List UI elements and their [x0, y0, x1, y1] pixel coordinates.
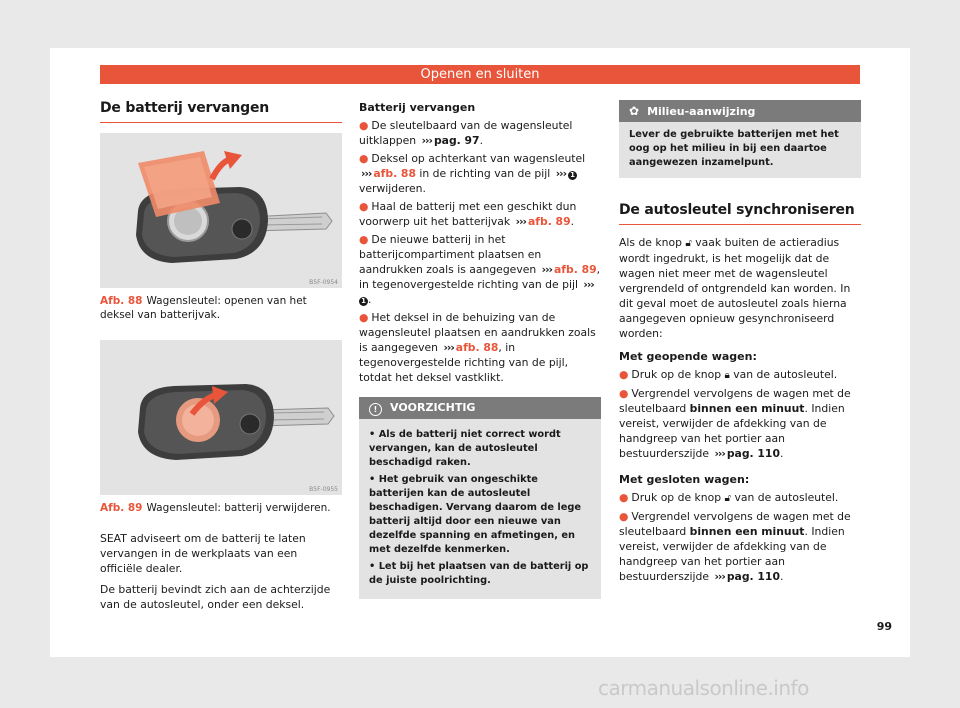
- figure-reference-link[interactable]: afb. 88: [373, 167, 416, 180]
- reference-arrows: ›››: [515, 215, 526, 228]
- bullet-period: .: [779, 447, 784, 460]
- reference-arrows: ›››: [421, 134, 432, 147]
- lock-icon: 🔒︎: [724, 370, 730, 381]
- reference-arrows: ›››: [443, 341, 454, 354]
- right-column: [619, 100, 861, 587]
- bullet-bold-text: binnen een minuut: [689, 402, 805, 415]
- warning-box: [359, 397, 601, 599]
- flower-icon: ✿: [629, 104, 640, 118]
- page-reference-link[interactable]: pag. 110: [726, 570, 780, 583]
- caption-text: Wagensleutel: openen van het deksel van batterijvak.: [100, 295, 307, 321]
- key-open-cover-illustration: [100, 133, 342, 288]
- warning-text: Het gebruik van ongeschikte batterijen kan de autosleutel beschadigen. Vervang daarom de lege batterij altijd door een nieuwe van dezelfde spanning en afmetingen, en met dezelfde kenmerken.: [369, 474, 582, 555]
- middle-column: [359, 100, 601, 599]
- site-watermark: carmanualsonline.info: [598, 676, 809, 700]
- bullet-text: . Indien vereist, verwijder de afdekking van de handgreep van het portier aan bestuurderszijde: [619, 525, 845, 583]
- paragraph: SEAT adviseert om de batterij te laten vervangen in de werkplaats van een officiële dealer.: [100, 532, 306, 575]
- bullet-bold-text: binnen een minuut: [689, 525, 805, 538]
- reference-arrows: ›››: [714, 447, 725, 460]
- list-item: [359, 199, 601, 229]
- page-reference-link[interactable]: pag. 110: [726, 447, 780, 460]
- list-item: [359, 151, 601, 196]
- bullet-text: Druk op de knop: [631, 491, 722, 504]
- section-title-sync: De autosleutel synchroniseren: [619, 202, 861, 225]
- bullet-dot: ●: [359, 119, 369, 132]
- warning-text: Als de batterij niet correct wordt vervangen, kan de autosleutel beschadigd raken.: [369, 429, 561, 468]
- reference-arrows: ›››: [714, 570, 725, 583]
- reference-arrows: ›››: [361, 167, 372, 180]
- bullet-text: in de richting van de pijl: [419, 167, 551, 180]
- bullet-text: Vergrendel vervolgens de wagen met de sleutelbaard: [619, 510, 851, 538]
- key-remove-battery-illustration: [100, 340, 342, 495]
- bullet-dot: ●: [619, 368, 629, 381]
- bullet-text: Het deksel in de behuizing van de wagensleutel plaatsen en aandrukken zoals is aangegeven: [359, 311, 596, 354]
- warning-item: [369, 473, 591, 557]
- bullet-text: . Indien vereist, verwijder de afdekking van de handgreep van het portier aan bestuurderszijde: [619, 402, 845, 460]
- page-reference-link[interactable]: pag. 97: [433, 134, 480, 147]
- bullet-dot: ●: [619, 387, 629, 400]
- bullet-text: Vergrendel vervolgens de wagen met de sleutelbaard: [619, 387, 851, 415]
- warning-title: VOORZICHTIG: [390, 401, 476, 414]
- warning-icon: !: [369, 403, 382, 416]
- subhead-closed-car: Met gesloten wagen:: [619, 473, 750, 486]
- paragraph-text: vaak buiten de actieradius wordt ingedrukt, is het mogelijk dat de wagen niet meer met de wagensleutel vergrendeld of ontgrendeld kan worden. In dit geval moet de autosleutel zoals hierna aangegeven opnieuw gesynchroniseerd worden:: [619, 236, 851, 340]
- warning-text: Let bij het plaatsen van de batterij op de juiste poolrichting.: [369, 561, 589, 586]
- figure-88: [100, 133, 342, 288]
- bullet-period: .: [570, 215, 575, 228]
- bullet-text: van de autosleutel.: [734, 491, 839, 504]
- bullet-text: van de autosleutel.: [733, 368, 838, 381]
- figure-reference-link[interactable]: afb. 89: [527, 215, 571, 228]
- figure-label: Afb. 88: [100, 295, 143, 307]
- bullet-period: .: [368, 293, 372, 306]
- bullet-text: , in tegenovergestelde richting van de pijl: [359, 263, 601, 291]
- left-column: [100, 100, 342, 612]
- environment-note-text: Lever de gebruikte batterijen met het oog op het milieu in bij een daartoe aangewezen inzamelpunt.: [629, 129, 839, 168]
- caption-text: Wagensleutel: batterij verwijderen.: [146, 502, 331, 514]
- bullet-text: Haal de batterij met een geschikt dun voorwerp uit het batterijvak: [359, 200, 577, 228]
- environment-note-box: [619, 100, 861, 178]
- bullet-text: De nieuwe batterij in het batterijcompartiment plaatsen en aandrukken zoals is aangegeven: [359, 233, 542, 276]
- figure-89: [100, 340, 342, 495]
- unlock-icon: 🔓︎: [685, 238, 692, 249]
- section-title-battery: De batterij vervangen: [100, 100, 342, 123]
- chapter-header: [100, 65, 860, 84]
- bullet-period: .: [779, 570, 784, 583]
- list-item: [359, 118, 601, 148]
- bullet-dot: ●: [619, 510, 629, 523]
- bullet-text: , in tegenovergestelde richting van de pijl, totdat het deksel vastklikt.: [359, 341, 569, 384]
- list-item: [619, 367, 861, 383]
- list-item: [619, 509, 861, 584]
- page-number: 99: [876, 620, 892, 633]
- environment-note-header: [619, 100, 861, 122]
- list-item: [359, 310, 601, 385]
- callout-number-1: 1: [359, 297, 368, 306]
- bullet-dot: ●: [619, 491, 629, 504]
- bullet-text: Druk op de knop: [631, 368, 722, 381]
- bullet-dot: •: [369, 429, 379, 440]
- paragraph-text: Als de knop: [619, 236, 682, 249]
- bullet-dot: ●: [359, 152, 369, 165]
- chapter-title: Openen en sluiten: [420, 67, 540, 82]
- callout-number-1: 1: [568, 171, 577, 180]
- environment-note-title: Milieu-aanwijzing: [647, 105, 756, 118]
- figure-reference-link[interactable]: afb. 88: [455, 341, 499, 354]
- unlock-icon: 🔓︎: [724, 493, 731, 504]
- reference-arrows: ›››: [541, 263, 552, 276]
- list-item: [619, 386, 861, 461]
- reference-arrows: ›››: [583, 278, 594, 291]
- warning-item: [369, 560, 591, 588]
- bullet-text: De sleutelbaard van de wagensleutel uitklappen: [359, 119, 573, 147]
- figure-89-caption: [100, 501, 342, 515]
- bullet-text: verwijderen.: [359, 182, 426, 195]
- warning-body: [359, 419, 601, 599]
- figure-code: B5F-0954: [309, 279, 338, 286]
- subhead-open-car: Met geopende wagen:: [619, 350, 757, 363]
- figure-reference-link[interactable]: afb. 89: [554, 263, 597, 276]
- bullet-dot: ●: [359, 311, 369, 324]
- bullet-dot: ●: [359, 233, 369, 246]
- bullet-period: .: [479, 134, 484, 147]
- bullet-text: Deksel op achterkant van wagensleutel: [371, 152, 586, 165]
- figure-label: Afb. 89: [100, 502, 143, 514]
- warning-item: [369, 428, 591, 470]
- list-item: [359, 232, 601, 307]
- list-item: [619, 490, 861, 506]
- warning-header: [359, 397, 601, 419]
- figure-code: B5F-0955: [309, 486, 338, 493]
- paragraph: De batterij bevindt zich aan de achterzijde van de autosleutel, onder een deksel.: [100, 583, 331, 611]
- figure-88-caption: [100, 294, 342, 322]
- bullet-dot: •: [369, 474, 379, 485]
- paragraph: [619, 235, 861, 341]
- subhead-replace-battery: Batterij vervangen: [359, 101, 476, 114]
- bullet-dot: ●: [359, 200, 369, 213]
- reference-arrows: ›››: [555, 167, 567, 180]
- bullet-dot: •: [369, 561, 379, 572]
